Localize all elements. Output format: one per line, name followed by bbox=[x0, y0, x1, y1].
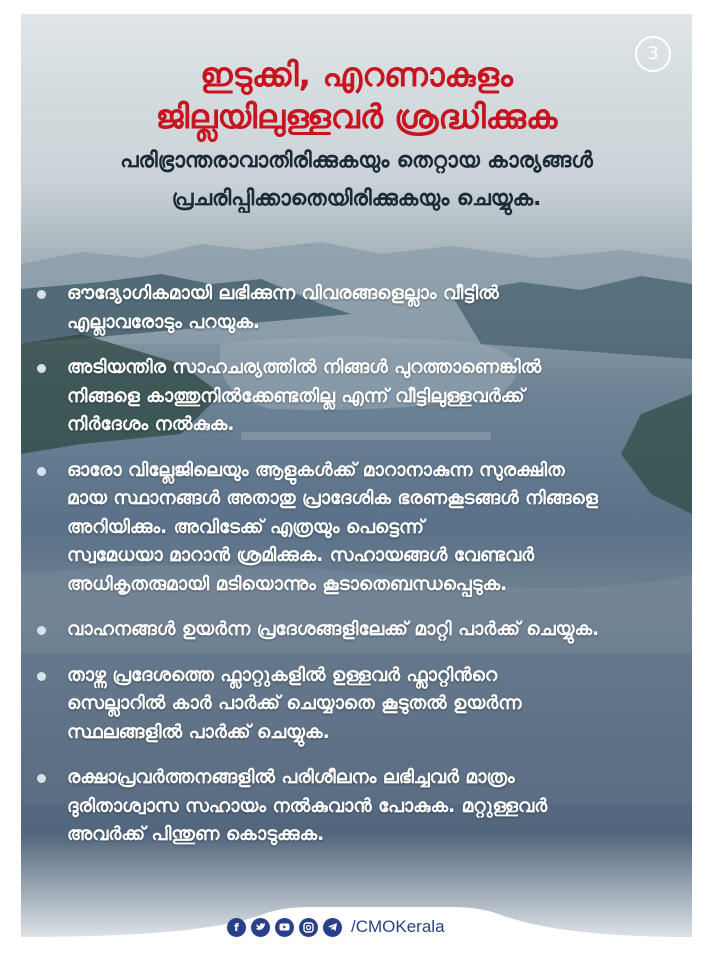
item-line: താഴ്ന്ന പ്രദേശത്തെ ഫ്ലാറ്റുകളിൽ ഉള്ളവർ ഫ്ലാറ്റിൻറെ bbox=[67, 664, 498, 686]
item-line: അവർക്ക് പിന്തുണ കൊടുക്കുക. bbox=[67, 824, 325, 845]
item-line: അടിയന്തിര സാഹചര്യത്തിൽ നിങ്ങൾ പുറത്താണെങ്കിൽ bbox=[67, 357, 542, 378]
list-item bbox=[35, 457, 675, 600]
item-line: അധികൃതരുമായി മടിയൊന്നും കൂടാതെബന്ധപ്പെടുക. bbox=[67, 573, 508, 595]
bullet-icon bbox=[35, 288, 48, 301]
item-line: സ്വമേധയാ മാറാൻ ശ്രമിക്കുക. സഹായങ്ങൾ വേണ്ടവർ bbox=[67, 545, 535, 566]
item-line: അറിയിക്കും. അവിടേക്ക് എത്രയും പെട്ടെന്ന് bbox=[67, 516, 424, 538]
subtitle-line-2: പ്രചരിപ്പിക്കാതെയിരിക്കുകയും ചെയ്യുക. bbox=[171, 186, 542, 211]
item-line: നിങ്ങളെ കാത്തുനിൽക്കേണ്ടതില്ല എന്ന് വീട്ടിലുള്ളവർക്ക് bbox=[67, 385, 525, 407]
item-line: വാഹനങ്ങൾ ഉയർന്ന പ്രദേശങ്ങളിലേക്ക് മാറ്റി പാർക്ക് ചെയ്യുക. bbox=[67, 619, 600, 640]
footer bbox=[21, 907, 692, 946]
social-links bbox=[227, 917, 445, 937]
list-item bbox=[35, 662, 675, 748]
item-line: സ്ഥലങ്ങളിൽ പാർക്ക് ചെയ്യുക. bbox=[67, 721, 330, 743]
list-item bbox=[35, 764, 675, 850]
item-line: രക്ഷാപ്രവർത്തനങ്ങളിൽ പരിശീലനം ലഭിച്ചവർ മാത്രം bbox=[67, 767, 515, 788]
item-line: എല്ലാവരോടും പറയുക. bbox=[67, 311, 260, 333]
twitter-icon[interactable] bbox=[251, 918, 270, 937]
bullet-icon bbox=[35, 624, 48, 637]
youtube-icon[interactable] bbox=[275, 918, 294, 937]
item-line: നിർദേശം നൽകുക. bbox=[67, 414, 235, 435]
item-line: ദുരിതാശ്വാസ സഹായം നൽകുവാൻ പോകുക. മറ്റുള്ളവർ bbox=[67, 795, 548, 817]
list-item bbox=[35, 616, 675, 645]
facebook-icon[interactable]: f bbox=[227, 918, 246, 937]
advice-list bbox=[35, 280, 675, 850]
info-poster bbox=[21, 14, 692, 946]
item-line: ഓരോ വില്ലേജിലെയും ആളുകൾക്ക് മാറാനാകുന്ന സുരക്ഷിത bbox=[67, 459, 565, 481]
bullet-icon bbox=[35, 362, 48, 375]
title-line-1: ഇടുക്കി, എറണാകുളം bbox=[200, 55, 513, 94]
list-item bbox=[35, 280, 675, 337]
social-handle[interactable]: /CMOKerala bbox=[351, 917, 445, 936]
telegram-icon[interactable] bbox=[323, 918, 342, 937]
list-item bbox=[35, 354, 675, 440]
bullet-icon bbox=[35, 465, 48, 478]
header bbox=[21, 14, 692, 218]
subtitle-line-1: പരിഭ്രാന്തരാവാതിരിക്കുകയും തെറ്റായ കാര്യങ്ങൾ bbox=[120, 148, 593, 173]
bullet-icon bbox=[35, 670, 48, 683]
page-number-badge: 3 bbox=[635, 36, 671, 72]
title-line-2: ജില്ലയിലുള്ളവർ ശ്രദ്ധിക്കുക bbox=[155, 97, 558, 136]
instagram-icon[interactable] bbox=[299, 918, 318, 937]
item-line: മായ സ്ഥാനങ്ങൾ അതാതു പ്രാദേശിക ഭരണകൂടങ്ങൾ നിങ്ങളെ bbox=[67, 488, 598, 509]
bullet-icon bbox=[35, 772, 48, 785]
item-line: സെല്ലാറിൽ കാർ പാർക്ക് ചെയ്യാതെ കൂടുതൽ ഉയർന്ന bbox=[67, 693, 522, 714]
item-line: ഔദ്യോഗികമായി ലഭിക്കുന്ന വിവരങ്ങളെല്ലാം വീട്ടിൽ bbox=[67, 283, 499, 304]
